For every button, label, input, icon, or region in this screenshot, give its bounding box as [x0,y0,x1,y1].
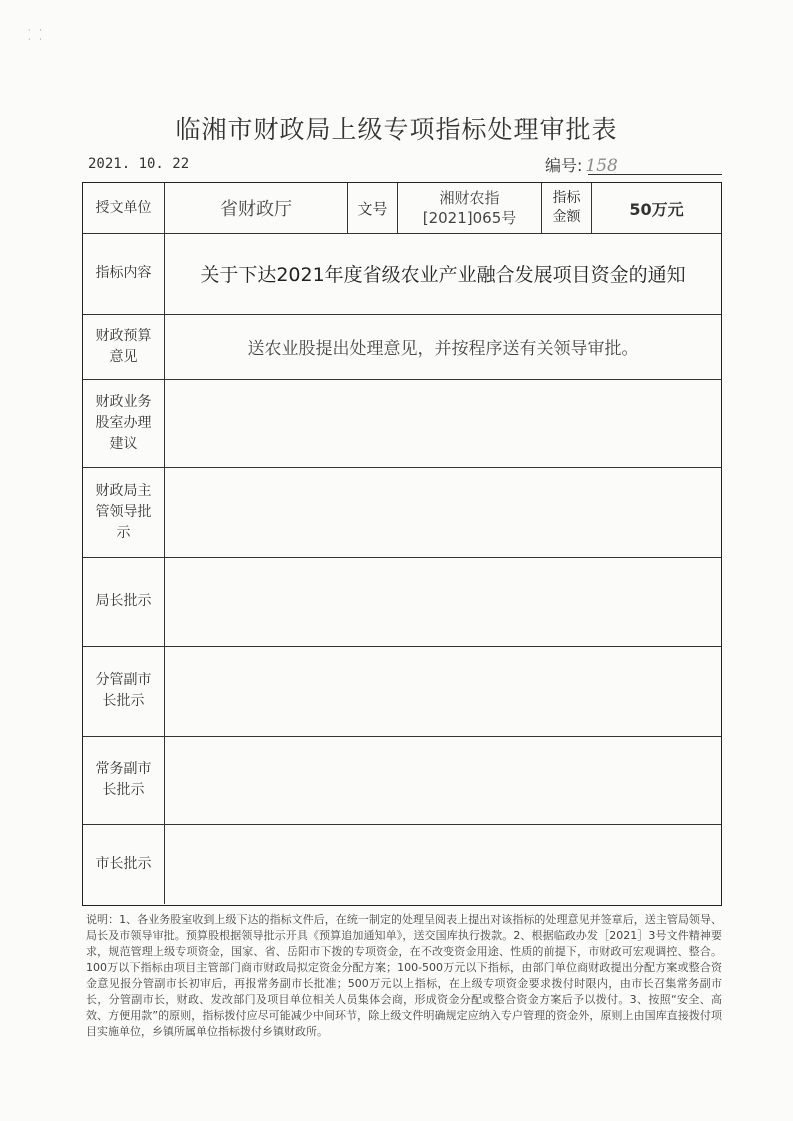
table-row-header [83,183,721,234]
table-row [83,233,721,315]
amount-value: 50万元 [591,183,721,233]
table-row [83,557,721,647]
row-label: 市长批示 [95,855,152,872]
row-label: 指标内容 [95,265,152,281]
unit-value: 省财政厅 [164,183,347,233]
row-value: 关于下达2021年度省级农业产业融合发展项目资金的通知 [164,233,721,314]
table-row [83,467,721,558]
table-row [83,314,721,380]
row-value [164,824,721,904]
approval-form-table [82,182,722,906]
serial-value: 158 [585,156,618,176]
row-value [164,557,721,646]
scan-specks: · · · · [28,26,45,44]
serial-label: 编号: [545,156,583,175]
unit-label: 授文单位 [95,199,152,216]
row-label: 局长批示 [95,593,152,609]
table-row [83,736,721,825]
row-value [164,736,721,824]
row-label: 财政预算意见 [95,327,152,365]
footnote-instructions: 说明：1、各业务股室收到上级下达的指标文件后，在统一制定的处理呈阅表上提出对该指标的处理意见并签章后，送主管局领导、局长及市领导审批。预算股根据领导批示开具《预算追加通知单》，送交国库执行拨款。2、根据临政办发［2021］3号文件精神要求，规范管理上级专项资金，国家、省、岳阳市下拨的专项资金，在不改变资金用途、性质的前提下，市财政可宏观调控、整合。100万以下指标由项目主管部门商市财政局拟定资金分配方案；100-500万元以下指标，由部门单位商财政提出分配方案或整合资金意见报分管副市长初审后，再报常务副市长批准；500万元以上指标，在上级专项资金要求拨付时限内，由市长召集常务副市长，分管副市长，财政、发改部门及项目单位相关人员集体会商，形成资金分配或整合资金方案后予以拨付。3、按照“安全、高效、方便用款”的原则，指标拨付应尽可能减少中间环节，除上级文件明确规定应纳入专户管理的资金外，原则上由国库直接拨付项目实施单位，乡镇所属单位指标拨付乡镇财政所。 [86,913,722,1038]
doc-no-value [397,183,541,233]
form-title: 临湘市财政局上级专项指标处理审批表 [175,115,618,144]
doc-no-line1: 湘财农指 [439,189,500,207]
row-value [164,467,721,557]
row-label: 财政局主管领导批示 [95,482,152,541]
doc-no-label: 文号 [347,183,397,233]
row-label: 分管副市长批示 [95,672,152,709]
row-label: 常务副市长批示 [95,761,152,798]
header-underline [588,174,722,175]
row-value [164,379,721,467]
amount-label [541,183,591,233]
table-row [83,379,721,468]
row-label: 财政业务股室办理建议 [95,393,152,452]
amount-label-line2: 金额 [552,209,581,225]
serial-number [545,153,618,176]
form-date: 2021. 10. 22 [88,156,190,172]
row-value: 送农业股提出处理意见，并按程序送有关领导审批。 [164,314,721,379]
table-row [83,646,721,737]
table-row [83,824,721,904]
doc-no-line2: [2021]065号 [422,209,517,227]
amount-label-line1: 指标 [552,190,581,206]
row-value [164,646,721,736]
